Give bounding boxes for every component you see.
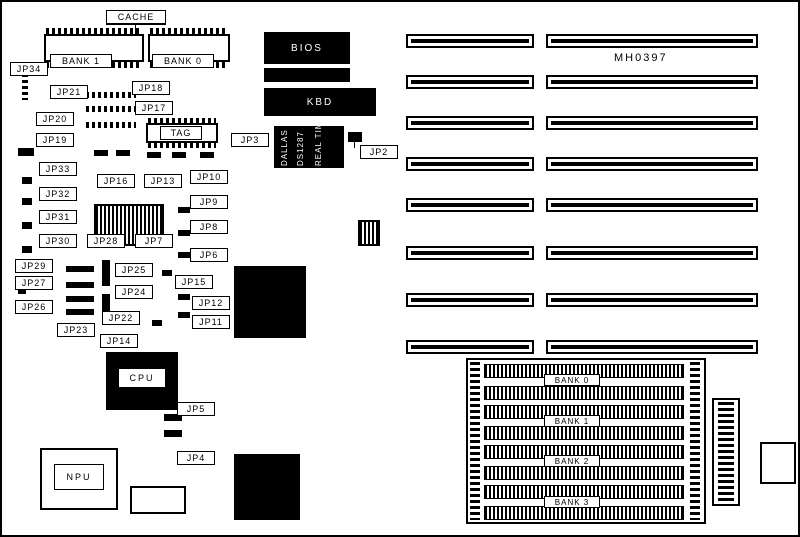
- jumper-label-jp28: JP28: [87, 234, 125, 248]
- pad-small-g: [178, 230, 190, 236]
- power-connector-pins: [718, 402, 734, 502]
- jumper-label-jp16: JP16: [97, 174, 135, 188]
- cache-leader-vertical: [135, 24, 136, 34]
- pad-small-b: [116, 150, 130, 156]
- jumper-label-jp11: JP11: [192, 315, 230, 329]
- expansion-slot-l6: [406, 246, 534, 260]
- cache-leader-horizontal: [106, 24, 166, 25]
- simm-socket-3b: [484, 506, 684, 520]
- pad-small-e: [200, 152, 214, 158]
- edge-pins-a: [22, 74, 28, 100]
- jumper-label-jp4: JP4: [177, 451, 215, 465]
- expansion-slot-r8: [546, 340, 758, 354]
- simm-bank-label-2: BANK 2: [544, 455, 600, 467]
- cpu-label-box: CPU: [118, 368, 166, 388]
- pad-cluster-e: [102, 260, 110, 286]
- small-chip-near-jp2: [348, 132, 362, 142]
- npu-label-box: NPU: [54, 464, 104, 490]
- cache-row2-pins-a: [86, 92, 136, 98]
- jp4-pads: [164, 430, 182, 437]
- pad-small-k: [178, 312, 190, 318]
- jumper-label-jp10: JP10: [190, 170, 228, 184]
- jumper-label-jp5: JP5: [177, 402, 215, 416]
- expansion-slot-r7: [546, 293, 758, 307]
- jumper-label-jp33: JP33: [39, 162, 77, 176]
- tag-pins-bottom: [148, 143, 216, 148]
- pad-cluster-a: [66, 266, 94, 272]
- jumper-label-jp20: JP20: [36, 112, 74, 126]
- dallas-rtc-chip: [274, 115, 344, 168]
- jumper-label-jp25: JP25: [115, 263, 153, 277]
- simm-right-latches: [690, 362, 700, 520]
- jumper-label-jp26: JP26: [15, 300, 53, 314]
- edge-pad-d: [22, 198, 32, 205]
- pad-cluster-c: [66, 296, 94, 302]
- jumper-label-jp24: JP24: [115, 285, 153, 299]
- pad-cluster-b: [66, 282, 94, 288]
- simm-left-latches: [470, 362, 480, 520]
- label-bank1: BANK 1: [50, 54, 112, 68]
- expansion-slot-l7: [406, 293, 534, 307]
- jumper-label-jp31: JP31: [39, 210, 77, 224]
- jumper-label-jp30: JP30: [39, 234, 77, 248]
- jumper-label-jp3: JP3: [231, 133, 269, 147]
- expansion-slot-l5: [406, 198, 534, 212]
- jumper-label-jp2: JP2: [360, 145, 398, 159]
- expansion-slot-r1: [546, 34, 758, 48]
- label-tag: TAG: [160, 126, 202, 140]
- pad-small-d: [172, 152, 186, 158]
- simm-bank-label-3: BANK 3: [544, 496, 600, 508]
- jumper-label-jp34: JP34: [10, 62, 48, 76]
- dallas-label-line1: DALLAS: [280, 129, 289, 166]
- chipset-ic-lower-right: [234, 266, 306, 338]
- chip-under-bios: [264, 68, 350, 82]
- pad-cluster-d: [66, 309, 94, 315]
- edge-pad-e: [22, 222, 32, 229]
- board-watermark: MH0397: [614, 52, 668, 64]
- expansion-slot-r3: [546, 116, 758, 130]
- expansion-slot-l2: [406, 75, 534, 89]
- jp2-leader: [354, 142, 355, 148]
- pad-small-c: [147, 152, 161, 158]
- cache-row2-pins-c: [86, 122, 136, 128]
- expansion-slot-l8: [406, 340, 534, 354]
- jumper-label-jp19: JP19: [36, 133, 74, 147]
- pad-small-j: [178, 294, 190, 300]
- cache-pins-top-right: [150, 28, 228, 34]
- pad-small-a: [94, 150, 108, 156]
- tag-pins-top: [148, 118, 216, 123]
- expansion-slot-r5: [546, 198, 758, 212]
- jumper-label-jp32: JP32: [39, 187, 77, 201]
- simm-bank-label-1: BANK 1: [544, 415, 600, 427]
- cache-pins-top-left: [46, 28, 142, 34]
- jumper-label-jp29: JP29: [15, 259, 53, 273]
- kbd-chip: KBD: [264, 88, 376, 116]
- jumper-label-jp6: JP6: [190, 248, 228, 262]
- dallas-label-line3: REAL TIME: [314, 115, 323, 166]
- jumper-label-jp7: JP7: [135, 234, 173, 248]
- bios-chip: BIOS: [264, 32, 350, 64]
- jumper-label-jp12: JP12: [192, 296, 230, 310]
- jumper-label-jp27: JP27: [15, 276, 53, 290]
- pad-small-h: [178, 252, 190, 258]
- oscillator-block: [130, 486, 186, 514]
- jumper-label-jp21: JP21: [50, 85, 88, 99]
- expansion-slot-l1: [406, 34, 534, 48]
- cache-row2-pins-b: [86, 106, 136, 112]
- jumper-label-jp17: JP17: [135, 101, 173, 115]
- expansion-slot-r2: [546, 75, 758, 89]
- pad-small-f: [178, 207, 190, 213]
- edge-pad-b: [18, 148, 34, 156]
- expansion-slot-r6: [546, 246, 758, 260]
- keyboard-din-connector: [760, 442, 796, 484]
- jumper-label-jp8: JP8: [190, 220, 228, 234]
- jumper-label-jp13: JP13: [144, 174, 182, 188]
- dallas-label-line2: DS1287: [296, 131, 305, 166]
- jumper-label-jp18: JP18: [132, 81, 170, 95]
- simm-socket-1b: [484, 426, 684, 440]
- chipset-ic-bottom: [234, 454, 300, 520]
- jumper-label-jp14: JP14: [100, 334, 138, 348]
- edge-pad-f: [22, 246, 32, 253]
- simm-socket-2b: [484, 466, 684, 480]
- simm-bank-label-0: BANK 0: [544, 374, 600, 386]
- expansion-slot-r4: [546, 157, 758, 171]
- jumper-label-jp9: JP9: [190, 195, 228, 209]
- label-bank0: BANK 0: [152, 54, 214, 68]
- expansion-slot-l4: [406, 157, 534, 171]
- label-cache: CACHE: [106, 10, 166, 24]
- center-component: [358, 220, 380, 246]
- jumper-label-jp15: JP15: [175, 275, 213, 289]
- edge-pad-c: [22, 177, 32, 184]
- expansion-slot-l3: [406, 116, 534, 130]
- simm-socket-0b: [484, 386, 684, 400]
- pad-small-l: [152, 320, 162, 326]
- pad-small-i: [162, 270, 172, 276]
- jumper-label-jp22: JP22: [102, 311, 140, 325]
- jumper-label-jp23: JP23: [57, 323, 95, 337]
